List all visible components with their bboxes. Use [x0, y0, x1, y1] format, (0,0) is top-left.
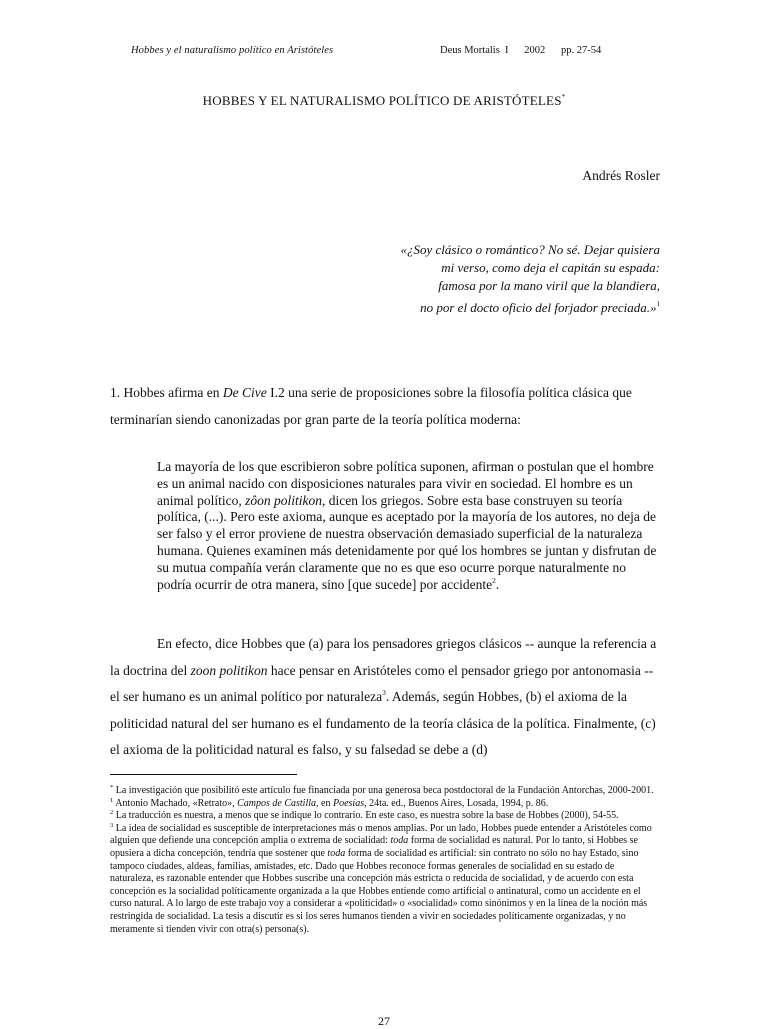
footnote-ref-3: 3 — [382, 688, 386, 697]
footnote-text: La investigación que posibilitó este artículo fue financiada por una generosa beca postdoctoral de la Fundación Antorchas, 2000-2001. — [113, 785, 654, 796]
quote-text: La mayoría de los que escribieron sobre política suponen, afirman o postulan que el hombre es un animal nacido con disposiciones naturales para vivir en sociedad. El hombre es un animal político, — [157, 459, 654, 508]
paragraph-text: . Además, según Hobbes, (b) el axioma de la politicidad natural del ser humano es el fundamento de la teoría clásica de la política. Finalmente, (c) el axioma de la politicidad natural es falso, y su falsedad se debe a (d) — [110, 689, 656, 757]
footnote-divider — [110, 774, 297, 775]
epigraph — [401, 241, 661, 317]
epigraph-line: mi verso, como deja el capitán su espada: — [441, 260, 660, 275]
emphasis: toda — [327, 847, 346, 859]
footnote-text: forma de socialidad es natural. Por lo tanto, si Hobbes se opusiera a dicha concepción, tendría que sostener que — [110, 835, 638, 859]
journal-name: Deus Mortalis — [440, 45, 500, 56]
book-title: Poesías — [332, 797, 365, 809]
footnote-text: , en — [316, 797, 333, 809]
article-author: Andrés Rosler — [582, 168, 660, 183]
book-title: Campos de Castilla — [237, 797, 317, 809]
greek-term: zoon politikon — [190, 662, 268, 678]
emphasis: toda — [390, 835, 409, 847]
paragraph-text: En efecto, dice Hobbes que (a) para los pensadores griegos clásicos -- aunque la referencia a la doctrina del — [110, 636, 657, 678]
journal-volume: I — [505, 45, 509, 56]
quote-text: , dicen los griegos. Sobre esta base construyen su teoría política, (...). Pero este axioma, aunque es aceptado por la mayoría de los autores, no deja de ser falso y el error proviene de nuestra observación demasiado superficial de la naturaleza humana. Quienes examinen más detenidamente por qué los hombres se juntan y disfrutan de su mutua compañía verán claramente que no es que eso ocurre porque naturalmente no podría ocurrir de otra manera, sino [que sucede] por accidente — [157, 492, 657, 592]
paragraph-text: I.2 una serie de proposiciones sobre la filosofía política clásica que terminarían siendo canonizadas por gran parte de la teoría política moderna: — [110, 385, 632, 427]
running-header-journal — [440, 45, 601, 56]
footnote-3 — [110, 823, 658, 936]
article-title — [0, 93, 768, 109]
epigraph-line: no por el docto oficio del forjador preciada.» — [420, 300, 657, 315]
quote-text: . — [495, 576, 500, 592]
footnote-2 — [110, 810, 658, 823]
footnotes — [110, 785, 658, 936]
footnote-mark: 3 — [110, 821, 114, 829]
greek-term: zôon politikon — [245, 492, 322, 508]
epigraph-line: famosa por la mano viril que la blandiera, — [438, 278, 660, 293]
article-title-text: HOBBES Y EL NATURALISMO POLÍTICO DE ARISTÓTELES — [202, 93, 562, 108]
page-number: 27 — [378, 1014, 390, 1028]
footnote-star — [110, 785, 658, 798]
footnote-mark: 1 — [110, 796, 114, 804]
footnote-1 — [110, 798, 658, 811]
footnote-text: La idea de socialidad es susceptible de interpretaciones más o menos amplias. Por un lado, Hobbes puede entender a Aristóteles como alguien que defiende una concepción amplia o extrema de socialidad: — [110, 822, 652, 847]
epigraph-line-last — [401, 295, 661, 317]
journal-year: 2002 — [524, 45, 546, 56]
footnote-mark: 2 — [110, 809, 114, 817]
work-title: De Cive — [222, 385, 267, 400]
block-quote — [157, 459, 660, 593]
footnote-text: Antonio Machado, «Retrato», — [113, 797, 238, 809]
footnote-ref-2: 2 — [492, 575, 496, 585]
footnote-text: La traducción es nuestra, a menos que se indique lo contrario. En este caso, es nuestra sobre la base de Hobbes (2000), 54-55. — [113, 810, 619, 822]
running-header-title: Hobbes y el naturalismo político en Aristóteles — [131, 45, 334, 56]
epigraph-footnote-ref: 1 — [656, 300, 660, 308]
footnote-mark: * — [110, 784, 114, 791]
footnote-text: , 24ta. ed., Buenos Aires, Losada, 1994, p. 86. — [364, 797, 549, 809]
journal-pages: pp. 27-54 — [561, 45, 602, 56]
footnote-text: forma de socialidad es artificial: sin contrato no sólo no hay Estado, sino tampoco ciudades, aldeas, familias, amistades, etc. Dado que Hobbes reconoce formas generales de socialidad en su estado de naturaleza, es razonable entender que Hobbes suscribe una concepción más estricta o reducida de socialidad, y de acuerdo con esta concepción es la socialidad políticamente organizada a la que Hobbes entiende como artificial o antinatural, como un accidente en el curso natural. A lo largo de este trabajo voy a considerar a «politicidad» o «socialidad» como sinónimos y en la línea de la noción más restringida de socialidad. La tesis a discutir es si los seres humanos tienden a vivir en sociedades políticamente organizadas, y no meramente si tienden vivir con otra(s) persona(s). — [110, 847, 648, 935]
paragraph-2 — [110, 631, 660, 764]
paragraph-text: 1. Hobbes afirma en — [110, 385, 223, 400]
paragraph-1 — [110, 380, 660, 433]
paragraph-text: hace pensar en Aristóteles como el pensador griego por antonomasia -- el ser humano es un animal político por naturaleza — [110, 662, 654, 704]
title-footnote-mark: * — [561, 93, 566, 101]
epigraph-line: «¿Soy clásico o romántico? No sé. Dejar quisiera — [400, 242, 660, 257]
